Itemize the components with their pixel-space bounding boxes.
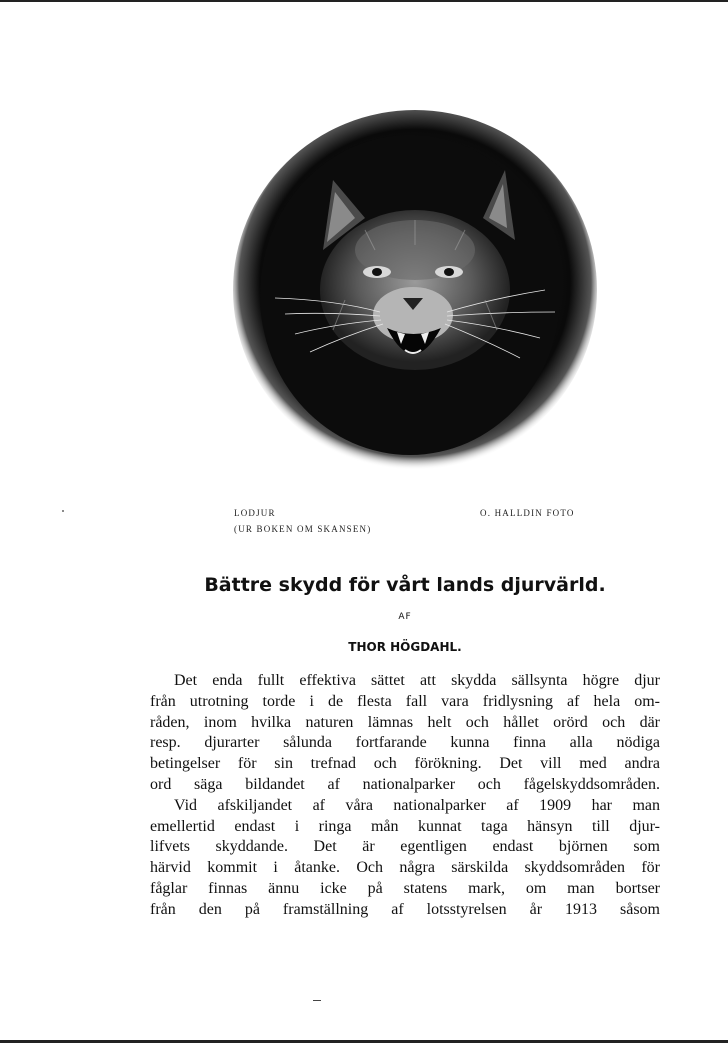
body-line: härvid kommit i åtanke. Och några särskilda skyddsområden för: [150, 859, 660, 877]
top-rule: [0, 0, 728, 2]
body-line: från den på framställning af lotsstyrelsen år 1913 såsom: [150, 900, 660, 918]
body-line: råden, inom hvilka naturen lämnas helt och hållet orörd och där: [150, 713, 660, 731]
page-footmark: [313, 1000, 321, 1001]
article-body: [150, 671, 660, 921]
article-author: THOR HÖGDAHL.: [348, 640, 462, 654]
body-line: betingelser för sin trefnad och förökning. Det vill med andra: [150, 755, 660, 773]
article-title: Bättre skydd för vårt lands djurvärld.: [204, 574, 606, 596]
body-line: fåglar finnas ännu icke på statens mark, om man bortser: [150, 879, 660, 897]
paper-speck: [62, 510, 64, 512]
lynx-photo: [215, 100, 615, 490]
bottom-rule: [0, 1040, 728, 1043]
photo-credit: O. HALLDIN FOTO: [480, 508, 575, 518]
body-line: emellertid endast i ringa mån kunnat taga hänsyn till djur-: [150, 817, 660, 835]
body-line: ord säga bildandet af nationalparker och fågelskyddsområden.: [150, 775, 660, 793]
body-line: från utrotning torde i de flesta fall vara fridlysning af hela om-: [150, 692, 660, 710]
body-line: lifvets skyddande. Det är egentligen endast björnen som: [150, 838, 660, 856]
body-line: resp. djurarter sålunda fortfarande kunna finna alla nödiga: [150, 734, 660, 752]
body-line: Det enda fullt effektiva sättet att skydda sällsynta högre djur: [174, 672, 660, 689]
photo-caption-source: (UR BOKEN OM SKANSEN): [234, 524, 372, 534]
body-line: Vid afskiljandet af våra nationalparker af 1909 har man: [174, 796, 660, 814]
byline-prefix: AF: [398, 612, 412, 622]
photo-caption-title: LODJUR: [234, 508, 276, 518]
